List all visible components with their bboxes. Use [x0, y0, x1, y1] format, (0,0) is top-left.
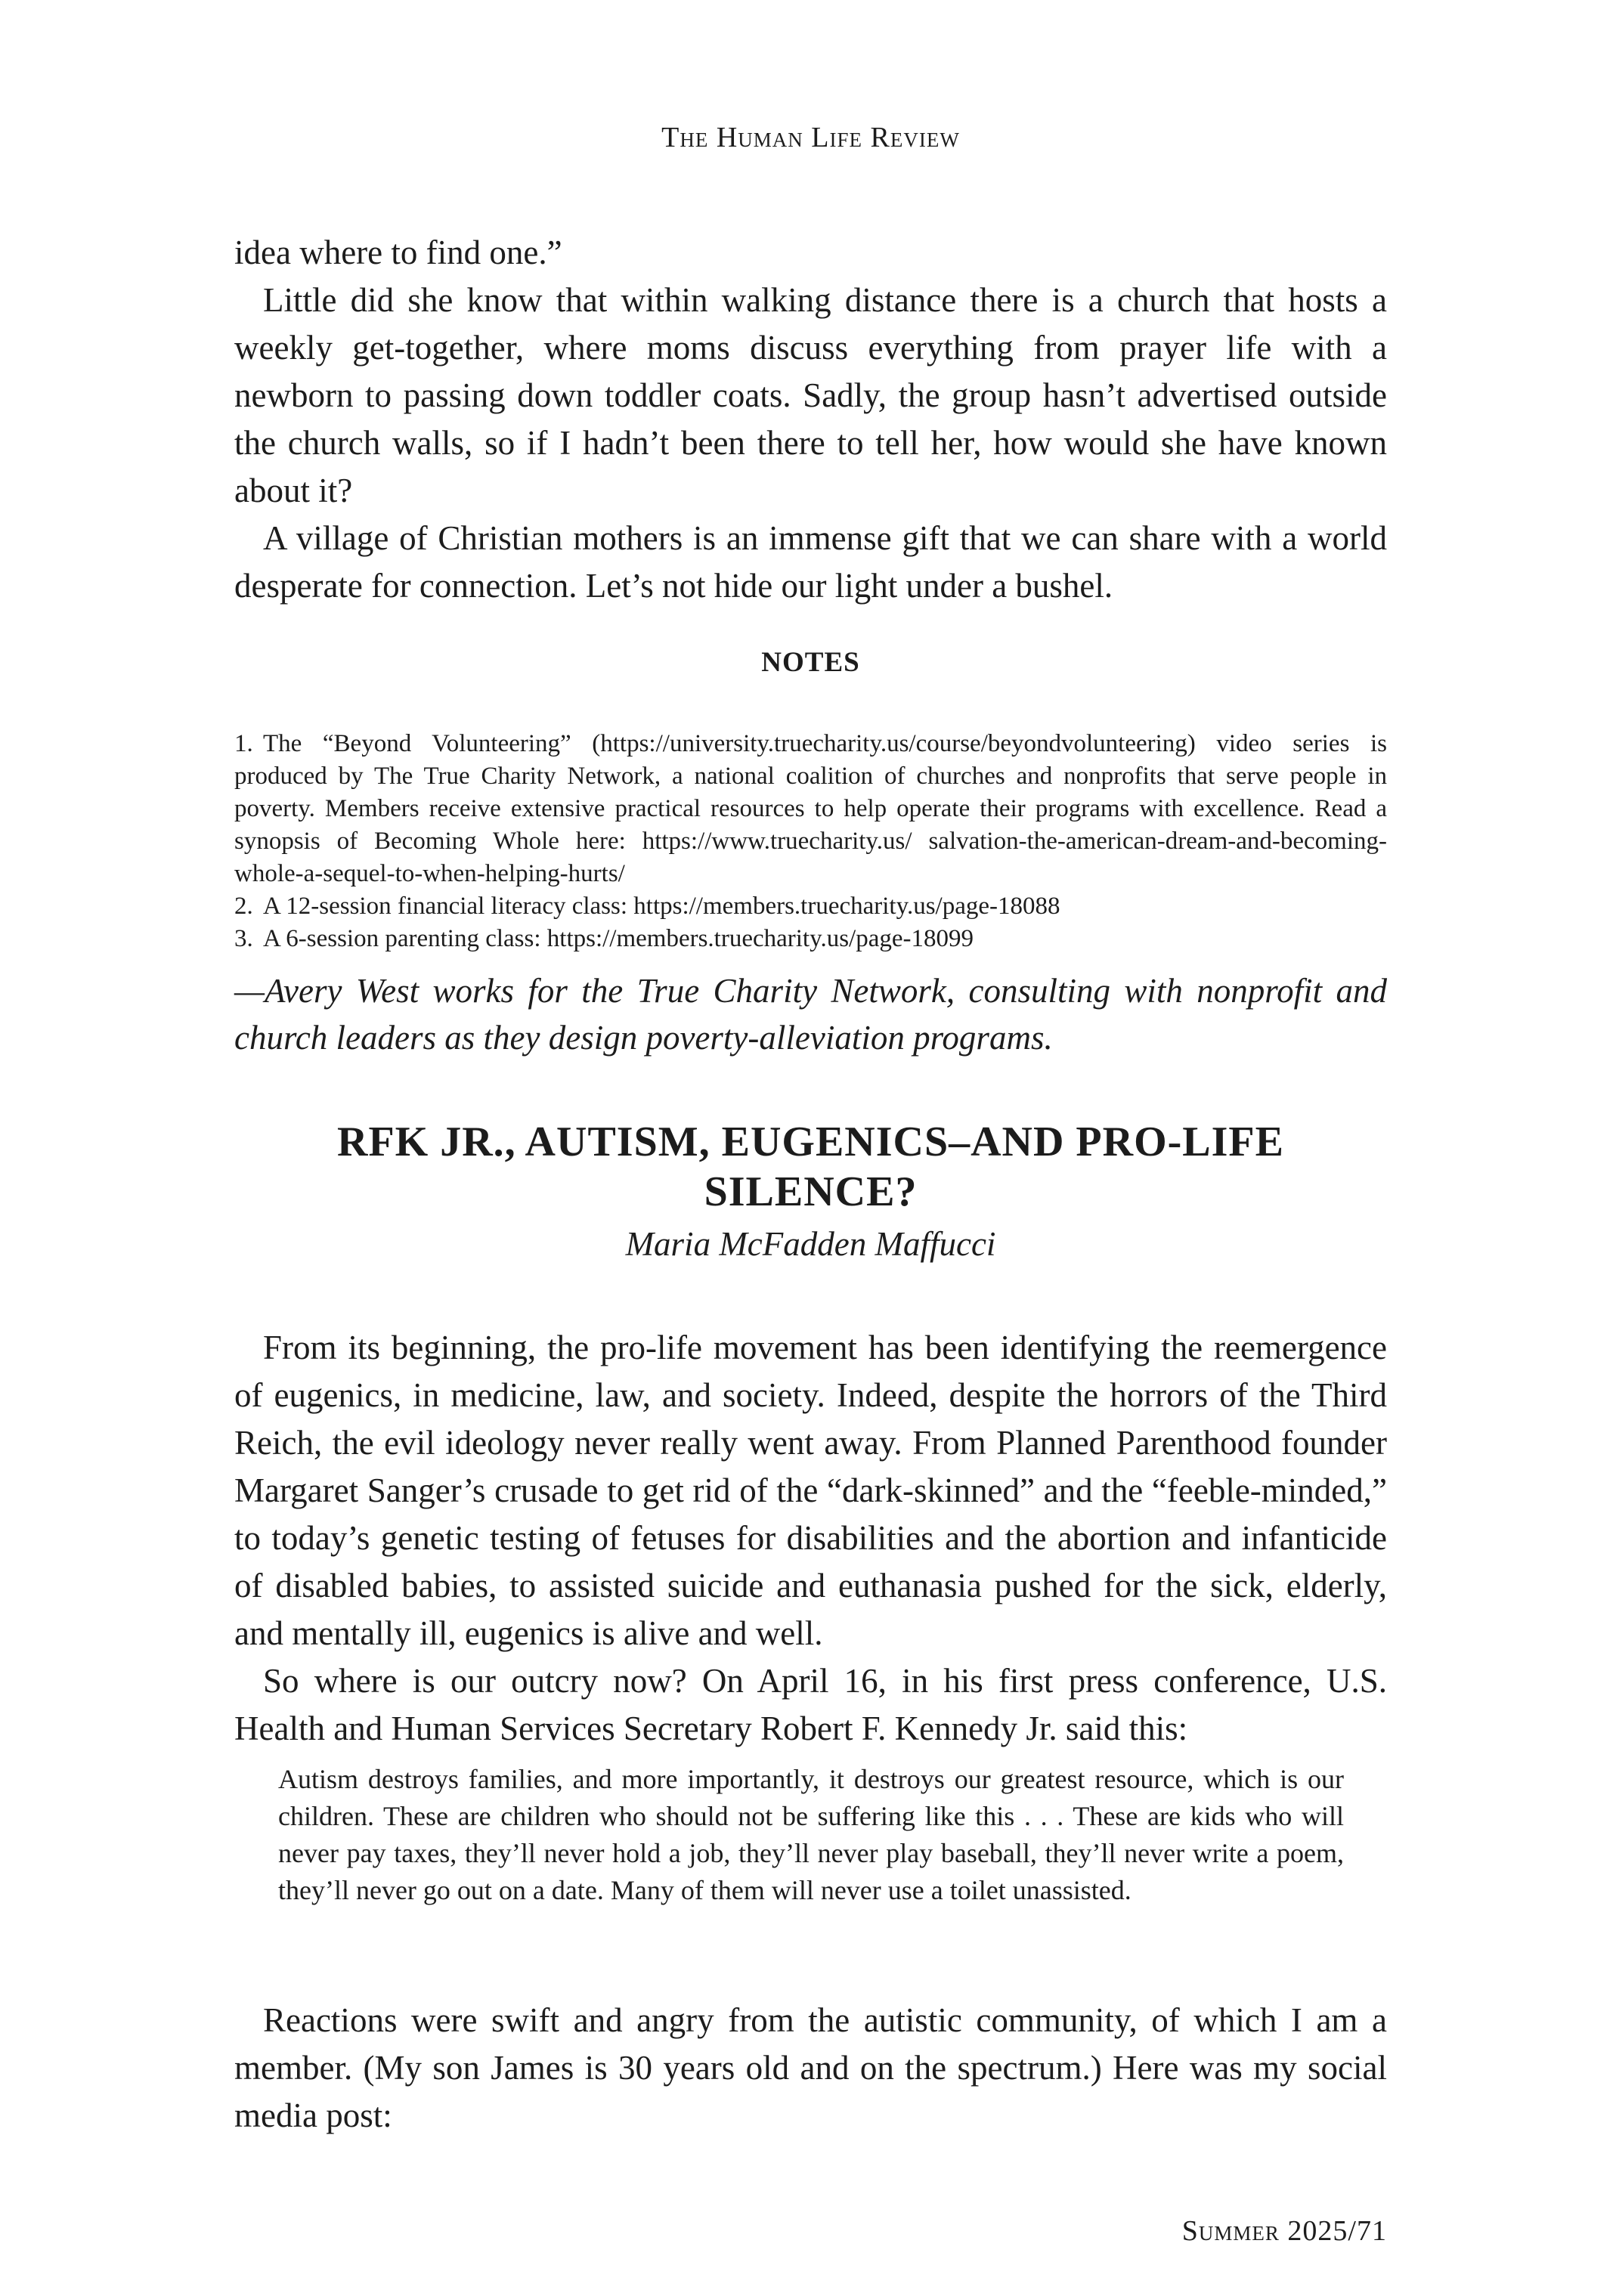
paragraph: idea where to find one.”	[234, 234, 562, 271]
previous-article-ending	[234, 229, 1387, 610]
page	[234, 0, 1387, 2296]
note-item	[234, 923, 1387, 955]
note-item	[234, 728, 1387, 890]
note-number: 1.	[234, 730, 253, 757]
article-title-line: RFK JR., AUTISM, EUGENICS–AND PRO-LIFE	[337, 1119, 1284, 1165]
paragraph: A village of Christian mothers is an immense gift that we can share with a world desperate for connection. Let’s not hide our light under a bushel.	[234, 519, 1387, 605]
article-author: Maria McFadden Maffucci	[625, 1225, 996, 1263]
page-footer: Summer 2025/71	[1181, 2215, 1387, 2247]
note-number: 3.	[234, 925, 253, 952]
running-head: The Human Life Review	[661, 122, 960, 153]
quote-text: Autism destroys families, and more importantly, it destroys our greatest resource, which is our children. These are children who should not be suffering like this . . . These are kids who will never pay taxes, they’ll never hold a job, they’ll never play baseball, they’ll never write a poem, they’ll never go out on a date. Many of them will never use a toilet unassisted.	[278, 1764, 1344, 1905]
article-title	[234, 1117, 1387, 1217]
notes-list	[234, 728, 1387, 955]
paragraph: Little did she know that within walking distance there is a church that hosts a weekly get-together, where moms discuss everything from prayer life with a newborn to passing down toddler coats. Sadly, the group hasn’t advertised outside the church walls, so if I hadn’t been there to tell her, how would she have known about it?	[234, 281, 1387, 509]
note-number: 2.	[234, 893, 253, 920]
article-body	[234, 1324, 1387, 1753]
note-text: A 12-session financial literacy class: https://members.truecharity.us/page-18088	[263, 893, 1060, 920]
article-body-continued	[234, 1997, 1387, 2140]
paragraph: From its beginning, the pro-life movement has been identifying the reemergence of eugenics, in medicine, law, and society. Indeed, despite the horrors of the Third Reich, the evil ideology never really went away. From Planned Parenthood founder Margaret Sanger’s crusade to get rid of the “dark-skinned” and the “feeble-minded,” to today’s genetic testing of fetuses for disabilities and the abortion and infanticide of disabled babies, to assisted suicide and euthanasia pushed for the sick, elderly, and mentally ill, eugenics is alive and well.	[234, 1329, 1387, 1652]
author-bio: —Avery West works for the True Charity Network, consulting with nonprofit and church leaders as they design poverty-alleviation programs.	[234, 972, 1387, 1057]
note-item	[234, 890, 1387, 923]
note-text: The “Beyond Volunteering” (https://university.truecharity.us/course/beyondvolunteering) video series is produced by The True Charity Network, a national coalition of churches and nonprofits that serve people in poverty. Members receive extensive practical resources to help operate their programs with excellence. Read a synopsis of Becoming Whole here: https://www.truecharity.us/ salvation-the-american-dream-and-becoming-whole-a-sequel-to-when-helping-hurts/	[234, 730, 1387, 887]
note-text: A 6-session parenting class: https://members.truecharity.us/page-18099	[263, 925, 974, 952]
article-title-line: SILENCE?	[704, 1168, 918, 1215]
paragraph: So where is our outcry now? On April 16, in his first press conference, U.S. Health and Human Services Secretary Robert F. Kennedy Jr. said this:	[234, 1662, 1387, 1747]
notes-heading: NOTES	[761, 647, 860, 678]
paragraph: Reactions were swift and angry from the autistic community, of which I am a member. (My son James is 30 years old and on the spectrum.) Here was my social media post:	[234, 2001, 1387, 2134]
blockquote	[278, 1761, 1344, 1909]
